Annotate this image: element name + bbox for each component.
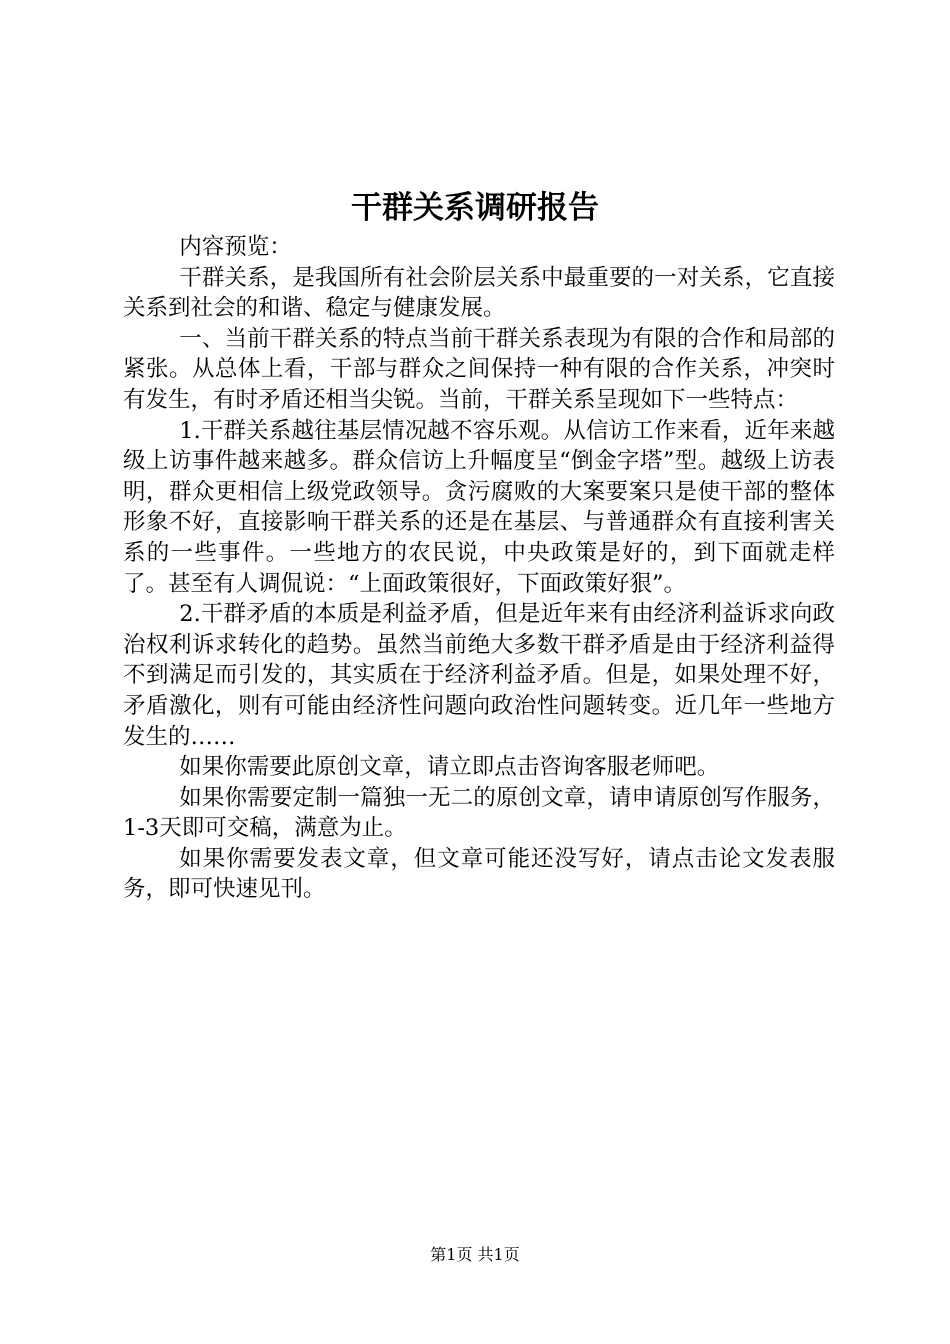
paragraph-point-one: 1.干群关系越往基层情况越不容乐观。从信访工作来看，近年来越级上访事件越来越多。群众信访上升幅度呈“倒金字塔”型。越级上访表明，群众更相信上级党政领导。贪污腐败的大案要案只是使干部的整体形象不好，直接影响干群关系的还是在基层、与普通群众有直接利害关系的一些事件。一些地方的农民说，中央政策是好的，到下面就走样了。甚至有人调侃说：“上面政策很好，下面政策好狠”。 — [123, 417, 835, 597]
paragraph-contact-service: 如果你需要此原创文章，请立即点击咨询客服老师吧。 — [179, 754, 720, 781]
document-body — [123, 232, 835, 905]
paragraph-section-one: 一、当前干群关系的特点当前干群关系表现为有限的合作和局部的紧张。从总体上看，干部与群众之间保持一种有限的合作关系，冲突时有发生，有时矛盾还相当尖锐。当前，干群关系呈现如下一些特点： — [123, 325, 835, 413]
page-number-footer: 第1页 共1页 — [430, 1245, 520, 1264]
paragraph-preview-label: 内容预览： — [179, 234, 292, 260]
document-title: 干群关系调研报告 — [351, 190, 599, 226]
paragraph-point-two: 2.干群矛盾的本质是利益矛盾，但是近年来有由经济利益诉求向政治权利诉求转化的趋势。虽然当前绝大多数干群矛盾是由于经济利益得不到满足而引发的，其实质在于经济利益矛盾。但是，如果处理不好，矛盾激化，则有可能由经济性问题向政治性问题转变。近几年一些地方发生的…… — [123, 601, 835, 750]
paragraph-intro: 干群关系，是我国所有社会阶层关系中最重要的一对关系，它直接关系到社会的和谐、稳定与健康发展。 — [123, 264, 835, 322]
paragraph-custom-writing: 如果你需要定制一篇独一无二的原创文章，请申请原创写作服务，1-3天即可交稿，满意为止。 — [123, 784, 835, 842]
paragraph-publication-service: 如果你需要发表文章，但文章可能还没写好，请点击论文发表服务，即可快速见刊。 — [123, 845, 835, 903]
